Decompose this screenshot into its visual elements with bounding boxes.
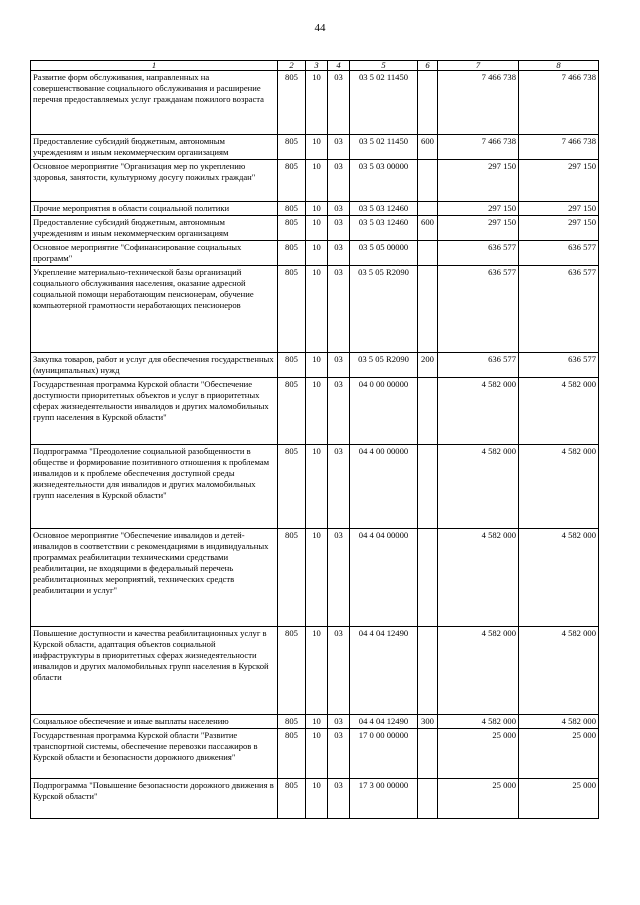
row-rz: 10 <box>306 241 328 266</box>
row-glava: 805 <box>278 627 306 715</box>
row-pr: 03 <box>328 715 350 729</box>
row-vr <box>418 729 438 779</box>
row-vr: 600 <box>418 216 438 241</box>
row-name: Укрепление материально-технической базы организаций социального обслуживания населения, оказание адресной социальной помощи неработающим пенсионерам, обучение компьютерной грамотности неработающих пенсионеров <box>31 266 278 353</box>
table-body <box>31 71 599 819</box>
table-row <box>31 445 599 529</box>
row-glava: 805 <box>278 135 306 160</box>
row-csr: 03 5 03 12460 <box>350 216 418 241</box>
row-name: Предоставление субсидий бюджетным, автономным учреждениям и иным некоммерческим организациям <box>31 216 278 241</box>
column-header: 8 <box>519 61 599 71</box>
row-rz: 10 <box>306 715 328 729</box>
row-rz: 10 <box>306 202 328 216</box>
row-amount-2: 636 577 <box>519 241 599 266</box>
row-pr: 03 <box>328 729 350 779</box>
table-row <box>31 202 599 216</box>
row-csr: 03 5 02 11450 <box>350 71 418 135</box>
row-vr <box>418 378 438 445</box>
row-pr: 03 <box>328 353 350 378</box>
row-vr <box>418 627 438 715</box>
row-pr: 03 <box>328 160 350 202</box>
row-amount-1: 636 577 <box>438 266 519 353</box>
table-header-row <box>31 61 599 71</box>
row-csr: 04 4 00 00000 <box>350 445 418 529</box>
row-glava: 805 <box>278 378 306 445</box>
row-name: Предоставление субсидий бюджетным, автономным учреждениям и иным некоммерческим организациям <box>31 135 278 160</box>
table-row <box>31 529 599 627</box>
row-pr: 03 <box>328 378 350 445</box>
row-csr: 04 0 00 00000 <box>350 378 418 445</box>
row-csr: 03 5 02 11450 <box>350 135 418 160</box>
row-glava: 805 <box>278 779 306 819</box>
row-amount-2: 4 582 000 <box>519 715 599 729</box>
row-name: Социальное обеспечение и иные выплаты населению <box>31 715 278 729</box>
column-header: 5 <box>350 61 418 71</box>
table-row <box>31 266 599 353</box>
row-amount-2: 636 577 <box>519 353 599 378</box>
row-amount-1: 297 150 <box>438 216 519 241</box>
row-name: Повышение доступности и качества реабилитационных услуг в Курской области, адаптация объектов социальной инфраструктуры в приоритетных сферах жизнедеятельности инвалидов и других маломобильных групп населения в Курской области <box>31 627 278 715</box>
row-name: Закупка товаров, работ и услуг для обеспечения государственных (муниципальных) нужд <box>31 353 278 378</box>
row-rz: 10 <box>306 729 328 779</box>
row-name: Прочие мероприятия в области социальной политики <box>31 202 278 216</box>
row-vr <box>418 266 438 353</box>
table-row <box>31 241 599 266</box>
row-amount-1: 4 582 000 <box>438 445 519 529</box>
row-glava: 805 <box>278 445 306 529</box>
row-pr: 03 <box>328 779 350 819</box>
table-row <box>31 216 599 241</box>
row-rz: 10 <box>306 627 328 715</box>
row-csr: 03 5 05 R2090 <box>350 353 418 378</box>
row-amount-2: 297 150 <box>519 202 599 216</box>
row-amount-2: 297 150 <box>519 160 599 202</box>
column-header: 1 <box>31 61 278 71</box>
row-vr <box>418 160 438 202</box>
row-vr <box>418 529 438 627</box>
row-amount-2: 7 466 738 <box>519 71 599 135</box>
row-csr: 04 4 04 12490 <box>350 715 418 729</box>
row-amount-1: 636 577 <box>438 241 519 266</box>
row-amount-1: 636 577 <box>438 353 519 378</box>
row-glava: 805 <box>278 241 306 266</box>
row-name: Подпрограмма "Преодоление социальной разобщенности в обществе и формирование позитивного отношения к проблемам инвалидов и к проблеме обеспечения доступной среды жизнедеятельности для инвалидов и других маломобильных групп населения в Курской области" <box>31 445 278 529</box>
row-rz: 10 <box>306 353 328 378</box>
table-row <box>31 160 599 202</box>
row-vr <box>418 445 438 529</box>
row-amount-1: 25 000 <box>438 729 519 779</box>
row-vr <box>418 202 438 216</box>
row-pr: 03 <box>328 529 350 627</box>
row-rz: 10 <box>306 378 328 445</box>
row-rz: 10 <box>306 71 328 135</box>
row-vr: 200 <box>418 353 438 378</box>
row-name: Подпрограмма "Повышение безопасности дорожного движения в Курской области" <box>31 779 278 819</box>
row-amount-2: 25 000 <box>519 779 599 819</box>
table-row <box>31 779 599 819</box>
row-amount-1: 297 150 <box>438 160 519 202</box>
row-glava: 805 <box>278 715 306 729</box>
row-rz: 10 <box>306 160 328 202</box>
row-name: Основное мероприятие "Софинансирование социальных программ" <box>31 241 278 266</box>
column-header: 2 <box>278 61 306 71</box>
row-name: Государственная программа Курской области "Развитие транспортной системы, обеспечение перевозки пассажиров в Курской области и безопасности дорожного движения" <box>31 729 278 779</box>
row-amount-2: 297 150 <box>519 216 599 241</box>
column-header: 3 <box>306 61 328 71</box>
row-vr: 600 <box>418 135 438 160</box>
row-csr: 04 4 04 12490 <box>350 627 418 715</box>
table-row <box>31 71 599 135</box>
row-rz: 10 <box>306 266 328 353</box>
column-header: 7 <box>438 61 519 71</box>
row-pr: 03 <box>328 71 350 135</box>
row-csr: 04 4 04 00000 <box>350 529 418 627</box>
row-pr: 03 <box>328 216 350 241</box>
row-pr: 03 <box>328 266 350 353</box>
row-amount-2: 4 582 000 <box>519 378 599 445</box>
row-csr: 03 5 05 00000 <box>350 241 418 266</box>
row-amount-2: 4 582 000 <box>519 529 599 627</box>
row-vr <box>418 71 438 135</box>
row-rz: 10 <box>306 779 328 819</box>
table-row <box>31 378 599 445</box>
row-glava: 805 <box>278 160 306 202</box>
page-number: 44 <box>314 22 326 34</box>
row-amount-1: 4 582 000 <box>438 627 519 715</box>
row-pr: 03 <box>328 135 350 160</box>
row-glava: 805 <box>278 266 306 353</box>
row-csr: 17 3 00 00000 <box>350 779 418 819</box>
row-amount-1: 4 582 000 <box>438 529 519 627</box>
row-amount-2: 4 582 000 <box>519 445 599 529</box>
row-name: Основное мероприятие "Организация мер по укреплению здоровья, занятости, культурному досугу пожилых граждан" <box>31 160 278 202</box>
row-rz: 10 <box>306 135 328 160</box>
row-name: Развитие форм обслуживания, направленных на совершенствование социального обслуживания и расширение перечня предоставляемых услуг гражданам пожилого возраста <box>31 71 278 135</box>
row-amount-2: 636 577 <box>519 266 599 353</box>
row-amount-1: 7 466 738 <box>438 71 519 135</box>
row-glava: 805 <box>278 216 306 241</box>
table-row <box>31 715 599 729</box>
row-pr: 03 <box>328 627 350 715</box>
row-glava: 805 <box>278 71 306 135</box>
row-amount-2: 7 466 738 <box>519 135 599 160</box>
table-row <box>31 353 599 378</box>
table-row <box>31 627 599 715</box>
row-amount-1: 4 582 000 <box>438 715 519 729</box>
column-header: 6 <box>418 61 438 71</box>
row-amount-1: 4 582 000 <box>438 378 519 445</box>
row-csr: 03 5 05 R2090 <box>350 266 418 353</box>
row-amount-1: 25 000 <box>438 779 519 819</box>
table-row <box>31 135 599 160</box>
row-glava: 805 <box>278 353 306 378</box>
budget-table <box>30 60 599 819</box>
column-header: 4 <box>328 61 350 71</box>
row-amount-2: 4 582 000 <box>519 627 599 715</box>
row-name: Государственная программа Курской области "Обеспечение доступности приоритетных объектов и услуг в приоритетных сферах жизнедеятельности инвалидов и других маломобильных групп населения в Курской области" <box>31 378 278 445</box>
row-rz: 10 <box>306 445 328 529</box>
row-pr: 03 <box>328 202 350 216</box>
row-rz: 10 <box>306 529 328 627</box>
row-vr <box>418 779 438 819</box>
row-csr: 17 0 00 00000 <box>350 729 418 779</box>
row-rz: 10 <box>306 216 328 241</box>
row-amount-1: 297 150 <box>438 202 519 216</box>
row-vr <box>418 241 438 266</box>
row-pr: 03 <box>328 445 350 529</box>
row-glava: 805 <box>278 729 306 779</box>
row-csr: 03 5 03 00000 <box>350 160 418 202</box>
row-glava: 805 <box>278 529 306 627</box>
row-name: Основное мероприятие "Обеспечение инвалидов и детей-инвалидов в соответствии с рекомендациями в индивидуальных программах реабилитации техническими средствами реабилитации, не входящими в федеральный перечень реабилитационных мероприятий, технических средств реабилитации и услуг" <box>31 529 278 627</box>
row-pr: 03 <box>328 241 350 266</box>
table-row <box>31 729 599 779</box>
row-amount-1: 7 466 738 <box>438 135 519 160</box>
row-amount-2: 25 000 <box>519 729 599 779</box>
row-csr: 03 5 03 12460 <box>350 202 418 216</box>
row-vr: 300 <box>418 715 438 729</box>
row-glava: 805 <box>278 202 306 216</box>
